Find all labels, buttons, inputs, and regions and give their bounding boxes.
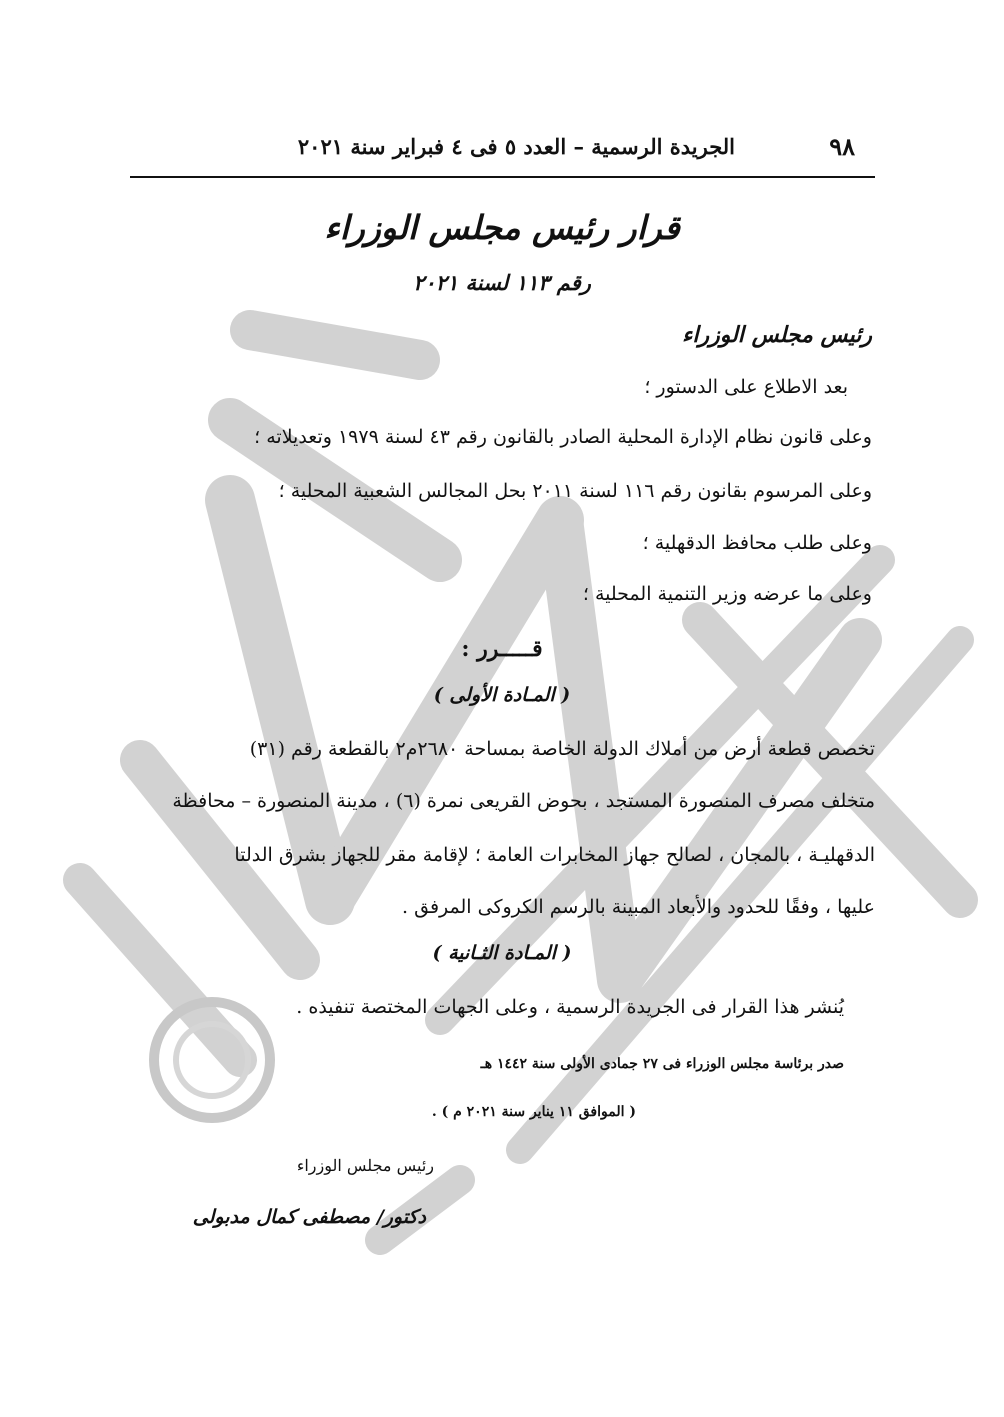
header-divider: [130, 176, 875, 178]
preamble-line: وعلى ما عرضه وزير التنمية المحلية ؛: [582, 583, 872, 605]
article-1-line: تخصص قطعة أرض من أملاك الدولة الخاصة بمساحة ٢٦٨٠م٢ بالقطعة رقم (٣١): [249, 738, 875, 760]
page-header: [130, 128, 875, 168]
article-1-line: الدقهليـة ، بالمجان ، لصالح جهاز المخابرات العامة ؛ لإقامة مقر للجهاز بشرق الدلتا: [234, 844, 875, 866]
preamble-line: وعلى قانون نظام الإدارة المحلية الصادر بالقانون رقم ٤٣ لسنة ١٩٧٩ وتعديلاته ؛: [254, 426, 872, 448]
signature-name: دكتور/ مصطفى كمال مدبولى: [192, 1206, 426, 1228]
article-1-heading: ( المـادة الأولى ): [433, 684, 571, 706]
decree-title: قرار رئيس مجلس الوزراء: [324, 208, 680, 247]
issued-date: صدر برئاسة مجلس الوزراء فى ٢٧ جمادى الأولى سنة ١٤٤٢ هـ: [480, 1056, 844, 1072]
corresponding-date: ( الموافق ١١ يناير سنة ٢٠٢١ م ) .: [431, 1104, 636, 1120]
article-1-line: عليها ، وفقًا للحدود والأبعاد المبينة بالرسم الكروكى المرفق .: [402, 896, 875, 918]
article-1-line: متخلف مصرف المنصورة المستجد ، بحوض القريعى نمرة (٦) ، مدينة المنصورة – محافظة: [172, 790, 875, 812]
article-2-heading: ( المـادة الثـانية ): [432, 942, 572, 964]
gazette-header-title: الجريدة الرسمية – العدد ٥ فى ٤ فبراير سنة ٢٠٢١: [297, 134, 735, 159]
decided-heading: قـــــرر :: [461, 636, 543, 662]
page-number: ٩٨: [829, 132, 855, 161]
preamble-line: وعلى المرسوم بقانون رقم ١١٦ لسنة ٢٠١١ بحل المجالس الشعبية المحلية ؛: [278, 480, 872, 502]
preamble-line: وعلى طلب محافظ الدقهلية ؛: [642, 532, 872, 554]
preamble-line: بعد الاطلاع على الدستور ؛: [644, 376, 848, 398]
decree-issuer: رئيس مجلس الوزراء: [682, 322, 872, 348]
article-2-text: يُنشر هذا القرار فى الجريدة الرسمية ، وعلى الجهات المختصة تنفيذه .: [296, 996, 844, 1018]
decree-number: رقم ١١٣ لسنة ٢٠٢١: [413, 270, 591, 295]
signature-title: رئيس مجلس الوزراء: [296, 1156, 434, 1175]
